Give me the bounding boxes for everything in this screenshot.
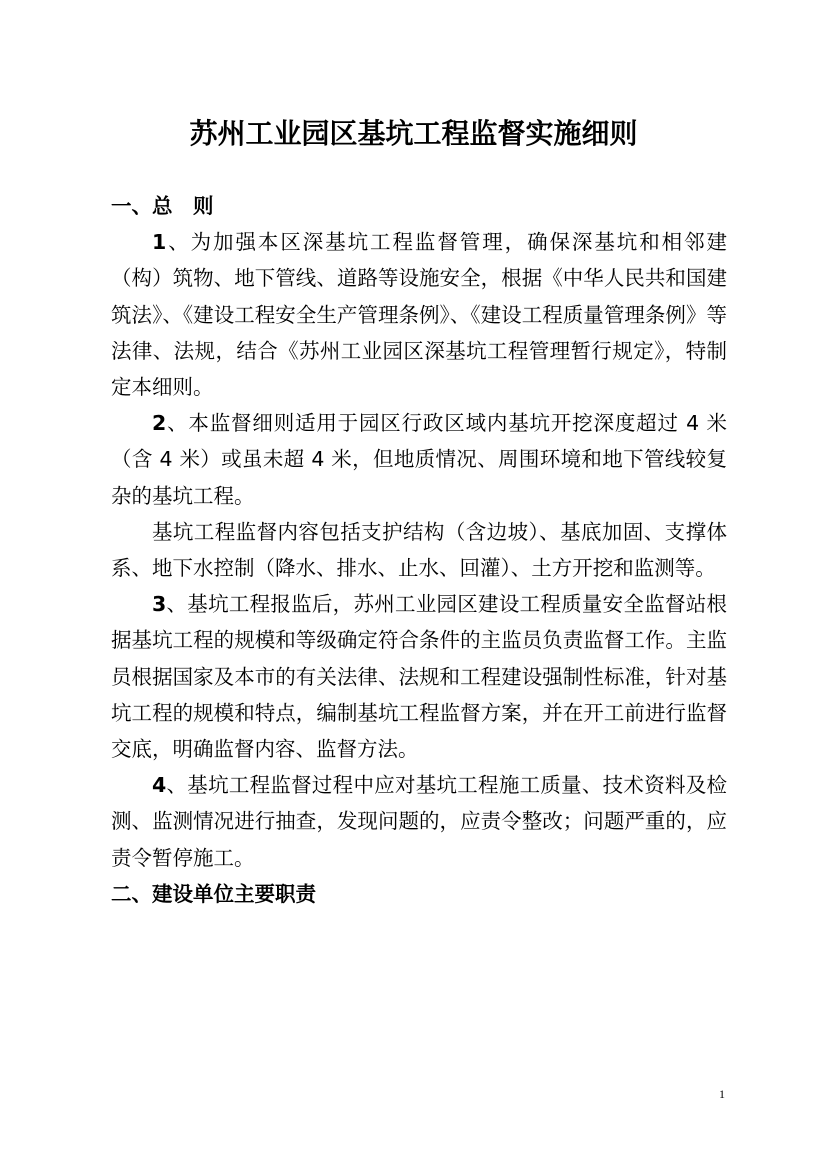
paragraph-text: 基坑工程监督内容包括支护结构（含边坡）、基底加固、支撑体系、地下水控制（降水、排水、止水、回灌）、土方开挖和监测等。 xyxy=(111,519,727,581)
paragraph-text: 、基坑工程监督过程中应对基坑工程施工质量、技术资料及检测、监测情况进行抽查，发现问题的，应责令整改；问题严重的，应责令暂停施工。 xyxy=(111,773,727,870)
document-body xyxy=(111,188,727,912)
page-title: 苏州工业园区基坑工程监督实施细则 xyxy=(189,117,638,150)
section-heading-general: 一、总 则 xyxy=(111,194,214,218)
page-number: 1 xyxy=(719,1087,725,1101)
section-heading-developer-duties: 二、建设单位主要职责 xyxy=(111,881,316,906)
paragraph-text: 、本监督细则适用于园区行政区域内基坑开挖深度超过 4 米（含 4 米）或虽未超 4 米，但地质情况、周围环境和地下管线较复杂的基坑工程。 xyxy=(111,411,727,508)
paragraph-text: 、基坑工程报监后，苏州工业园区建设工程质量安全监督站根据基坑工程的规模和等级确定符合条件的主监员负责监督工作。主监员根据国家及本市的有关法律、法规和工程建设强制性标准，针对基坑工程的规模和特点，编制基坑工程监督方案，并在开工前进行监督交底，明确监督内容、监督方法。 xyxy=(111,592,727,762)
paragraph-number: 3 xyxy=(152,592,167,617)
paragraph-4 xyxy=(111,767,727,876)
paragraph-2 xyxy=(111,405,727,514)
paragraph-number: 4 xyxy=(152,773,167,798)
paragraph-1 xyxy=(111,224,727,405)
paragraph-number: 2 xyxy=(152,411,167,436)
paragraph-text: 、为加强本区深基坑工程监督管理，确保深基坑和相邻建（构）筑物、地下管线、道路等设施安全，根据《中华人民共和国建筑法》、《建设工程安全生产管理条例》、《建设工程质量管理条例》等法律、法规，结合《苏州工业园区深基坑工程管理暂行规定》，特制定本细则。 xyxy=(111,230,727,400)
paragraph-number: 1 xyxy=(152,230,167,255)
paragraph-3 xyxy=(111,586,727,767)
paragraph-2-supplement xyxy=(111,514,727,586)
